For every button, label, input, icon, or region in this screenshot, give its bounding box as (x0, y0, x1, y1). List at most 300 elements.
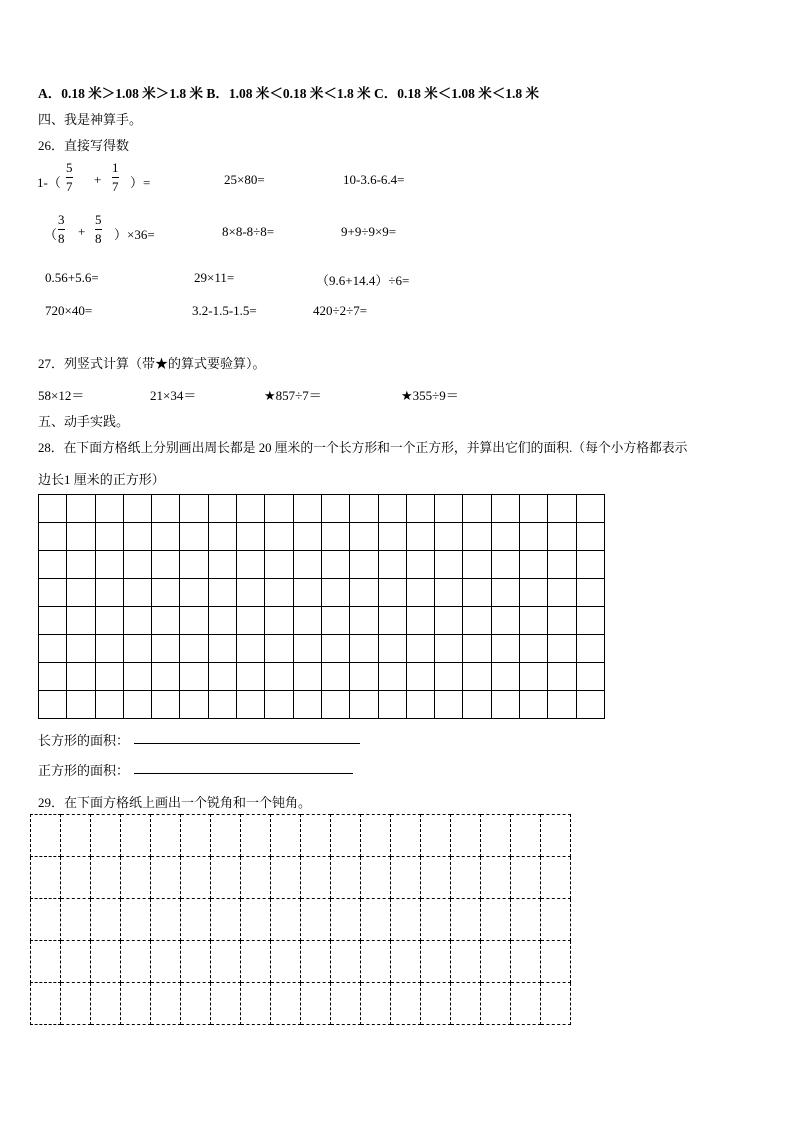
dashed-grid-cell[interactable] (391, 899, 421, 941)
fraction-5-8 (95, 212, 102, 247)
q26-r4-a: 720×40= (45, 303, 93, 318)
dashed-grid-cell[interactable] (241, 815, 271, 857)
grid-cell[interactable] (180, 691, 208, 719)
grid-cell[interactable] (180, 635, 208, 663)
dashed-grid-cell[interactable] (91, 941, 121, 983)
dashed-grid-cell[interactable] (121, 941, 151, 983)
grid-cell[interactable] (350, 663, 378, 691)
dashed-grid-cell[interactable] (151, 941, 181, 983)
q26-r3-a: 0.56+5.6= (45, 270, 99, 285)
grid-cell[interactable] (548, 551, 576, 579)
grid-row (31, 857, 571, 899)
grid-cell[interactable] (152, 607, 180, 635)
grid-cell[interactable] (520, 579, 548, 607)
dashed-grid-cell[interactable] (181, 899, 211, 941)
q26-r4-c: 420÷2÷7= (313, 303, 368, 318)
dashed-grid-cell[interactable] (511, 815, 541, 857)
grid-cell[interactable] (378, 523, 406, 551)
grid-cell[interactable] (435, 663, 463, 691)
grid-cell[interactable] (180, 495, 208, 523)
dashed-grid-cell[interactable] (361, 941, 391, 983)
section4-title: 四、我是神算手。 (38, 112, 143, 127)
grid-cell[interactable] (576, 663, 604, 691)
dashed-grid-cell[interactable] (331, 857, 361, 899)
grid-cell[interactable] (548, 663, 576, 691)
q26-r2-c: 9+9÷9×9= (341, 224, 397, 239)
rectangle-area-answer-line[interactable] (134, 743, 360, 744)
grid-cell[interactable] (520, 495, 548, 523)
grid-cell[interactable] (293, 495, 321, 523)
q29-title: 29．在下面方格纸上画出一个锐角和一个钝角。 (38, 795, 312, 810)
grid-cell[interactable] (576, 691, 604, 719)
dashed-grid-cell[interactable] (451, 941, 481, 983)
grid-cell[interactable] (350, 635, 378, 663)
dashed-grid-cell[interactable] (481, 815, 511, 857)
grid-row (39, 551, 605, 579)
square-grid-paper[interactable] (38, 494, 605, 719)
grid-cell[interactable] (208, 691, 236, 719)
grid-cell[interactable] (321, 495, 349, 523)
grid-cell[interactable] (67, 607, 95, 635)
dashed-grid-cell[interactable] (421, 983, 451, 1025)
grid-cell[interactable] (406, 551, 434, 579)
grid-cell[interactable] (350, 551, 378, 579)
grid-cell[interactable] (463, 523, 491, 551)
dashed-grid-cell[interactable] (31, 899, 61, 941)
fraction-bar (58, 229, 65, 230)
dashed-grid-cell[interactable] (151, 983, 181, 1025)
dashed-grid-cell[interactable] (211, 941, 241, 983)
dashed-grid-cell[interactable] (181, 983, 211, 1025)
grid-cell[interactable] (123, 523, 151, 551)
grid-cell[interactable] (406, 691, 434, 719)
fraction-bar (112, 177, 119, 178)
dashed-grid-cell[interactable] (301, 815, 331, 857)
grid-cell[interactable] (293, 579, 321, 607)
grid-cell[interactable] (406, 635, 434, 663)
grid-cell[interactable] (293, 635, 321, 663)
grid-cell[interactable] (463, 607, 491, 635)
fraction-denominator: 7 (66, 179, 73, 194)
dashed-grid-cell[interactable] (241, 857, 271, 899)
grid-cell[interactable] (576, 523, 604, 551)
dashed-grid-cell[interactable] (181, 857, 211, 899)
q26-r1-suffix: ）= (130, 175, 151, 190)
grid-row (39, 691, 605, 719)
grid-cell[interactable] (39, 523, 67, 551)
grid-cell[interactable] (520, 691, 548, 719)
grid-cell[interactable] (520, 663, 548, 691)
grid-cell[interactable] (350, 691, 378, 719)
grid-cell[interactable] (576, 551, 604, 579)
grid-cell[interactable] (576, 495, 604, 523)
dashed-grid-cell[interactable] (361, 815, 391, 857)
q26-r2-suffix: ）×36= (114, 227, 155, 242)
grid-cell[interactable] (39, 551, 67, 579)
dashed-grid-cell[interactable] (511, 941, 541, 983)
q26-r2-plus: + (78, 224, 86, 239)
q26-r1-c: 10-3.6-6.4= (343, 172, 405, 187)
dashed-grid-cell[interactable] (391, 815, 421, 857)
dashed-grid-cell[interactable] (361, 899, 391, 941)
dashed-grid-cell[interactable] (421, 857, 451, 899)
fraction-bar (66, 177, 73, 178)
grid-cell[interactable] (67, 495, 95, 523)
dashed-grid-cell[interactable] (301, 941, 331, 983)
grid-cell[interactable] (406, 579, 434, 607)
grid-cell[interactable] (180, 523, 208, 551)
grid-cell[interactable] (378, 691, 406, 719)
grid-cell[interactable] (406, 523, 434, 551)
grid-cell[interactable] (123, 663, 151, 691)
dashed-grid-cell[interactable] (331, 941, 361, 983)
grid-cell[interactable] (152, 523, 180, 551)
grid-cell[interactable] (152, 551, 180, 579)
grid-cell[interactable] (293, 551, 321, 579)
grid-cell[interactable] (123, 635, 151, 663)
q26-r1-plus: + (94, 172, 102, 187)
grid-cell[interactable] (576, 607, 604, 635)
dashed-grid-paper[interactable] (30, 814, 571, 1025)
grid-cell[interactable] (548, 523, 576, 551)
grid-cell[interactable] (237, 579, 265, 607)
grid-cell[interactable] (67, 663, 95, 691)
q26-r1-prefix: 1-（ (37, 175, 61, 190)
dashed-grid-cell[interactable] (391, 857, 421, 899)
square-area-label: 正方形的面积： (38, 763, 130, 778)
dashed-grid-cell[interactable] (211, 857, 241, 899)
grid-cell[interactable] (378, 495, 406, 523)
dashed-grid-cell[interactable] (211, 899, 241, 941)
grid-cell[interactable] (208, 635, 236, 663)
grid-cell[interactable] (548, 635, 576, 663)
dashed-grid-cell[interactable] (391, 983, 421, 1025)
grid-cell[interactable] (350, 495, 378, 523)
grid-cell[interactable] (67, 635, 95, 663)
dashed-grid-cell[interactable] (31, 815, 61, 857)
grid-cell[interactable] (67, 691, 95, 719)
grid-row (39, 523, 605, 551)
grid-cell[interactable] (463, 663, 491, 691)
grid-cell[interactable] (435, 495, 463, 523)
grid-cell[interactable] (180, 607, 208, 635)
grid-cell[interactable] (237, 551, 265, 579)
grid-cell[interactable] (67, 523, 95, 551)
dashed-grid-cell[interactable] (151, 815, 181, 857)
dashed-grid-cell[interactable] (451, 899, 481, 941)
grid-cell[interactable] (321, 579, 349, 607)
grid-cell[interactable] (321, 663, 349, 691)
grid-row (31, 899, 571, 941)
dashed-grid-cell[interactable] (271, 857, 301, 899)
grid-cell[interactable] (491, 579, 519, 607)
grid-cell[interactable] (378, 663, 406, 691)
grid-cell[interactable] (406, 495, 434, 523)
grid-cell[interactable] (491, 495, 519, 523)
dashed-grid-cell[interactable] (211, 815, 241, 857)
dashed-grid-cell[interactable] (421, 941, 451, 983)
square-area-answer-line[interactable] (134, 773, 353, 774)
grid-cell[interactable] (39, 607, 67, 635)
dashed-grid-cell[interactable] (61, 815, 91, 857)
grid-cell[interactable] (491, 551, 519, 579)
dashed-grid-cell[interactable] (121, 815, 151, 857)
fraction-numerator: 1 (112, 160, 119, 175)
dashed-grid-cell[interactable] (181, 815, 211, 857)
grid-cell[interactable] (39, 691, 67, 719)
dashed-grid-cell[interactable] (91, 983, 121, 1025)
grid-cell[interactable] (95, 691, 123, 719)
grid-cell[interactable] (491, 663, 519, 691)
grid-cell[interactable] (378, 579, 406, 607)
dashed-grid-cell[interactable] (271, 941, 301, 983)
grid-cell[interactable] (378, 607, 406, 635)
dashed-grid-cell[interactable] (61, 983, 91, 1025)
grid-cell[interactable] (123, 495, 151, 523)
grid-cell[interactable] (548, 607, 576, 635)
dashed-grid-cell[interactable] (451, 815, 481, 857)
grid-cell[interactable] (95, 663, 123, 691)
grid-cell[interactable] (180, 579, 208, 607)
grid-row (39, 635, 605, 663)
grid-cell[interactable] (95, 495, 123, 523)
grid-cell[interactable] (350, 607, 378, 635)
grid-cell[interactable] (208, 495, 236, 523)
dashed-grid-cell[interactable] (91, 899, 121, 941)
grid-cell[interactable] (67, 579, 95, 607)
dashed-grid-cell[interactable] (121, 857, 151, 899)
grid-cell[interactable] (491, 635, 519, 663)
q26-r1-b: 25×80= (224, 172, 265, 187)
dashed-grid-cell[interactable] (361, 983, 391, 1025)
grid-cell[interactable] (576, 635, 604, 663)
grid-cell[interactable] (152, 635, 180, 663)
dashed-grid-cell[interactable] (31, 941, 61, 983)
grid-cell[interactable] (435, 579, 463, 607)
grid-cell[interactable] (237, 635, 265, 663)
grid-cell[interactable] (321, 551, 349, 579)
grid-cell[interactable] (180, 663, 208, 691)
grid-cell[interactable] (406, 607, 434, 635)
grid-cell[interactable] (293, 691, 321, 719)
grid-cell[interactable] (95, 579, 123, 607)
grid-cell[interactable] (265, 495, 293, 523)
grid-cell[interactable] (152, 663, 180, 691)
dashed-grid-cell[interactable] (31, 857, 61, 899)
grid-cell[interactable] (123, 607, 151, 635)
q26-r2-b: 8×8-8÷8= (222, 224, 275, 239)
grid-cell[interactable] (265, 691, 293, 719)
grid-cell[interactable] (406, 663, 434, 691)
dashed-grid-cell[interactable] (511, 857, 541, 899)
grid-cell[interactable] (463, 635, 491, 663)
dashed-grid-cell[interactable] (331, 983, 361, 1025)
dashed-grid-cell[interactable] (541, 815, 571, 857)
grid-cell[interactable] (378, 551, 406, 579)
grid-cell[interactable] (95, 607, 123, 635)
rectangle-area-label: 长方形的面积： (38, 733, 130, 748)
dashed-grid-cell[interactable] (421, 815, 451, 857)
grid-cell[interactable] (265, 607, 293, 635)
fraction-5-7 (66, 160, 73, 195)
grid-cell[interactable] (321, 523, 349, 551)
dashed-grid-cell[interactable] (481, 941, 511, 983)
grid-cell[interactable] (237, 663, 265, 691)
grid-cell[interactable] (265, 579, 293, 607)
grid-cell[interactable] (95, 523, 123, 551)
dashed-grid-cell[interactable] (451, 983, 481, 1025)
grid-cell[interactable] (123, 691, 151, 719)
grid-cell[interactable] (208, 523, 236, 551)
dashed-grid-cell[interactable] (421, 899, 451, 941)
grid-cell[interactable] (548, 495, 576, 523)
grid-cell[interactable] (208, 663, 236, 691)
q26-r3-c: （9.6+14.4）÷6= (316, 273, 410, 288)
fraction-1-7 (112, 160, 119, 195)
grid-cell[interactable] (152, 495, 180, 523)
dashed-grid-cell[interactable] (361, 857, 391, 899)
dashed-grid-cell[interactable] (31, 983, 61, 1025)
grid-cell[interactable] (237, 691, 265, 719)
grid-cell[interactable] (39, 495, 67, 523)
fraction-denominator: 8 (58, 231, 65, 246)
grid-cell[interactable] (265, 551, 293, 579)
dashed-grid-cell[interactable] (331, 815, 361, 857)
grid-cell[interactable] (265, 663, 293, 691)
grid-cell[interactable] (463, 579, 491, 607)
grid-cell[interactable] (293, 663, 321, 691)
dashed-grid-cell[interactable] (541, 899, 571, 941)
dashed-grid-cell[interactable] (241, 941, 271, 983)
grid-cell[interactable] (463, 495, 491, 523)
grid-row (39, 495, 605, 523)
grid-cell[interactable] (520, 551, 548, 579)
dashed-grid-cell[interactable] (61, 857, 91, 899)
grid-row (39, 663, 605, 691)
dashed-grid-cell[interactable] (91, 857, 121, 899)
fraction-3-8 (58, 212, 65, 247)
grid-cell[interactable] (350, 579, 378, 607)
dashed-grid-cell[interactable] (151, 899, 181, 941)
dashed-grid-cell[interactable] (301, 983, 331, 1025)
grid-cell[interactable] (350, 523, 378, 551)
grid-cell[interactable] (321, 635, 349, 663)
dashed-grid-cell[interactable] (541, 857, 571, 899)
dashed-grid-cell[interactable] (121, 899, 151, 941)
dashed-grid-cell[interactable] (181, 941, 211, 983)
grid-cell[interactable] (435, 551, 463, 579)
grid-cell[interactable] (39, 635, 67, 663)
grid-cell[interactable] (208, 551, 236, 579)
grid-cell[interactable] (491, 523, 519, 551)
fraction-denominator: 8 (95, 231, 102, 246)
dashed-grid-cell[interactable] (511, 899, 541, 941)
grid-cell[interactable] (237, 495, 265, 523)
grid-cell[interactable] (491, 691, 519, 719)
dashed-grid-cell[interactable] (271, 899, 301, 941)
grid-cell[interactable] (576, 579, 604, 607)
grid-cell[interactable] (39, 663, 67, 691)
grid-cell[interactable] (463, 691, 491, 719)
grid-cell[interactable] (520, 607, 548, 635)
grid-cell[interactable] (520, 635, 548, 663)
dashed-grid-cell[interactable] (481, 857, 511, 899)
grid-cell[interactable] (435, 607, 463, 635)
dashed-grid-cell[interactable] (91, 815, 121, 857)
grid-cell[interactable] (95, 635, 123, 663)
q27-item-3: ★857÷7＝ (264, 388, 322, 403)
grid-cell[interactable] (435, 691, 463, 719)
grid-cell[interactable] (95, 551, 123, 579)
dashed-grid-cell[interactable] (121, 983, 151, 1025)
grid-cell[interactable] (548, 691, 576, 719)
grid-cell[interactable] (39, 579, 67, 607)
fraction-bar (95, 229, 102, 230)
grid-cell[interactable] (491, 607, 519, 635)
grid-cell[interactable] (463, 551, 491, 579)
grid-cell[interactable] (321, 607, 349, 635)
q25-options: A．0.18 米＞1.08 米＞1.8 米 B．1.08 米＜0.18 米＜1.8 米 C．0.18 米＜1.08 米＜1.8 米 (38, 86, 540, 101)
dashed-grid-cell[interactable] (61, 899, 91, 941)
grid-cell[interactable] (180, 551, 208, 579)
grid-cell[interactable] (152, 579, 180, 607)
grid-cell[interactable] (548, 579, 576, 607)
grid-cell[interactable] (123, 551, 151, 579)
grid-cell[interactable] (293, 523, 321, 551)
dashed-grid-cell[interactable] (241, 983, 271, 1025)
dashed-grid-cell[interactable] (301, 857, 331, 899)
dashed-grid-cell[interactable] (301, 899, 331, 941)
dashed-grid-cell[interactable] (391, 941, 421, 983)
grid-cell[interactable] (208, 607, 236, 635)
grid-cell[interactable] (378, 635, 406, 663)
grid-row (31, 941, 571, 983)
grid-row (39, 607, 605, 635)
grid-cell[interactable] (67, 551, 95, 579)
grid-cell[interactable] (321, 691, 349, 719)
fraction-denominator: 7 (112, 179, 119, 194)
grid-cell[interactable] (520, 523, 548, 551)
dashed-grid-cell[interactable] (541, 983, 571, 1025)
dashed-grid-cell[interactable] (271, 815, 301, 857)
dashed-grid-cell[interactable] (481, 983, 511, 1025)
dashed-grid-cell[interactable] (61, 941, 91, 983)
dashed-grid-cell[interactable] (151, 857, 181, 899)
grid-cell[interactable] (208, 579, 236, 607)
dashed-grid-cell[interactable] (541, 941, 571, 983)
grid-cell[interactable] (237, 607, 265, 635)
q27-item-2: 21×34＝ (150, 388, 197, 403)
grid-cell[interactable] (265, 635, 293, 663)
grid-cell[interactable] (293, 607, 321, 635)
grid-cell[interactable] (152, 691, 180, 719)
dashed-grid-cell[interactable] (481, 899, 511, 941)
grid-row (31, 815, 571, 857)
q26-r4-b: 3.2-1.5-1.5= (192, 303, 257, 318)
dashed-grid-cell[interactable] (451, 857, 481, 899)
dashed-grid-cell[interactable] (511, 983, 541, 1025)
grid-cell[interactable] (237, 523, 265, 551)
grid-cell[interactable] (123, 579, 151, 607)
grid-cell[interactable] (435, 635, 463, 663)
grid-cell[interactable] (265, 523, 293, 551)
dashed-grid-cell[interactable] (331, 899, 361, 941)
q26-r3-b: 29×11= (194, 270, 235, 285)
dashed-grid-cell[interactable] (271, 983, 301, 1025)
dashed-grid-cell[interactable] (241, 899, 271, 941)
grid-cell[interactable] (435, 523, 463, 551)
dashed-grid-cell[interactable] (211, 983, 241, 1025)
